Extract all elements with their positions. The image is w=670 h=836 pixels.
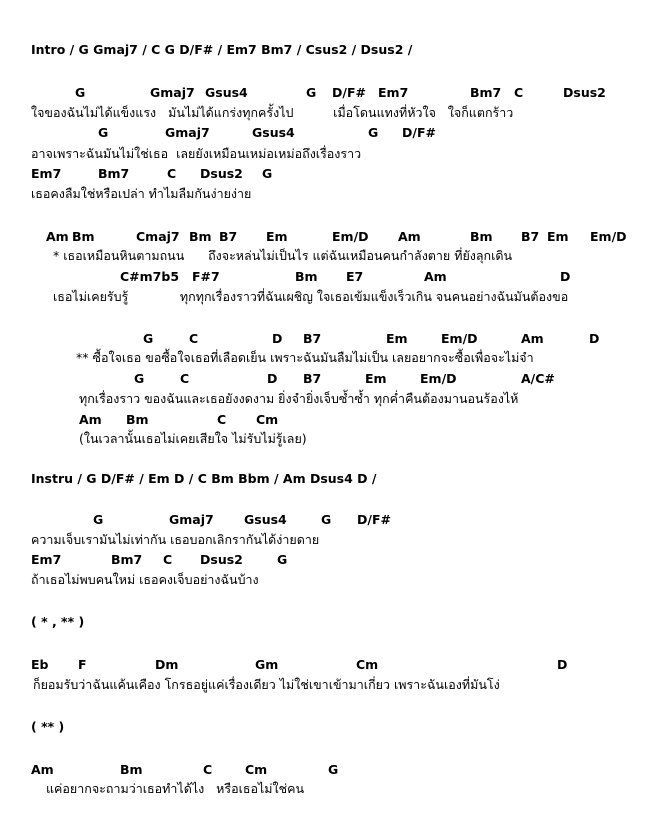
chord: Gmaj7 [165,125,210,140]
chord: C [180,371,190,386]
lyric-line [0,571,670,591]
chord: Gsus4 [205,85,248,100]
chord-line [0,656,670,676]
chord: Dsus2 [200,552,243,567]
lyric-line [0,247,670,267]
chord: Am [31,762,54,777]
chord: Gm [255,657,279,672]
repeat-marker-chorus: ( * , ** ) [31,614,85,629]
lyric-line [0,430,670,450]
chord: D [560,269,571,284]
repeat-marker-chorus-2: ( ** ) [31,719,65,734]
chord: G [277,552,288,567]
chord: Em [386,331,408,346]
chord: Em [365,371,387,386]
chord: Dm [155,657,179,672]
lyric-line [0,104,670,124]
chord: C [167,166,177,181]
chord: Em/D [590,229,627,244]
chord: G [93,512,104,527]
chord: Am [79,412,102,427]
chord: Em7 [378,85,409,100]
chord: C [203,762,213,777]
chord: Em [266,229,288,244]
lyric-line [0,145,670,165]
chord: Cmaj7 [136,229,180,244]
chord: G [321,512,332,527]
chord-line [0,268,670,288]
chord: Am [398,229,421,244]
chord: C [163,552,173,567]
chord: Gmaj7 [169,512,214,527]
instrumental-chords: Instru / G D/F# / Em D / C Bm Bbm / Am Dsus4 D / [31,471,377,486]
chord: Cm [256,412,279,427]
chord: B7 [303,371,322,386]
chord: Am [521,331,544,346]
chord-line [0,511,670,531]
lyric-line [0,780,670,800]
chord: G [306,85,317,100]
chord: Gsus4 [244,512,287,527]
chord: G [368,125,379,140]
chord: F [78,657,87,672]
lyric-text: อาจเพราะฉันมันไม่ใช่เธอ เลยยังเหมือนเหม่อเหม่อถึงเรื่องราว [31,146,362,161]
chord: Em7 [31,166,62,181]
lyric-text: เธอไม่เคยรับรู้ ทุกทุกเรื่องราวที่ฉันเผชิญ ใจเธอเข้มแข็งเร็วเกิน จนคนอย่างฉันมันต้องขอ [53,289,569,304]
chord: Em/D [441,331,478,346]
lyric-text: ** ซื้อใจเธอ ขอซื้อใจเธอที่เลือดเย็น เพราะฉันมันลืมไม่เป็น เลยอยากจะซื้อเพื่อจะไม่จำ [76,350,534,365]
chord: Bm [120,762,143,777]
chord: Eb [31,657,49,672]
lyric-line [0,288,670,308]
chord-line [0,165,670,185]
chord-line [0,551,670,571]
chord: C [217,412,227,427]
chord: Bm7 [470,85,502,100]
chord: Em7 [31,552,62,567]
chord: D [272,331,283,346]
chord: Bm [470,229,493,244]
chord: Gmaj7 [150,85,195,100]
chord: Em/D [332,229,369,244]
chord: Bm [295,269,318,284]
lyric-text: ความเจ็บเรามันไม่เท่ากัน เธอบอกเลิกรากันได้ง่ายดาย [31,532,320,547]
chord-line [0,330,670,350]
lyric-text: ถ้าเธอไม่พบคนใหม่ เธอคงเจ็บอย่างฉันบ้าง [31,572,259,587]
chord: B7 [303,331,322,346]
chord: Cm [356,657,379,672]
lyric-line [0,390,670,410]
chord-line [0,84,670,104]
lyric-text: ก็ยอมรับว่าฉันแค้นเคือง โกรธอยู่แค่เรื่องเดียว ไม่ใช่เขาเข้ามาเกี่ยว เพราะฉันเองที่มันโง่ [33,677,500,692]
intro-chords: Intro / G Gmaj7 / C G D/F# / Em7 Bm7 / Csus2 / Dsus2 / [31,42,413,57]
chord-line [0,411,670,431]
chord: F#7 [192,269,220,284]
chord: G [262,166,273,181]
chord: Bm [189,229,212,244]
chord: Am [46,229,69,244]
chord: Em/D [420,371,457,386]
chord: D/F# [357,512,391,527]
chord: G [328,762,339,777]
chord: Gsus4 [252,125,295,140]
lyric-text: ใจของฉันไม่ได้แข็งแรง มันไม่ได้แกร่งทุกครั้งไป เมื่อโดนแทงที่หัวใจ ใจก็แตกร้าว [31,105,514,120]
lyric-text: ทุกเรื่องราว ของฉันและเธอยังงดงาม ยิ่งจำยิ่งเจ็บซ้ำซ้ำ ทุกค่ำคืนต้องมานอนร้องไห้ [79,391,519,406]
lyric-line [0,349,670,369]
chord: G [75,85,86,100]
chord: A/C# [521,371,555,386]
lyric-line [0,676,670,696]
chord: C [189,331,199,346]
chord: B7 [219,229,238,244]
chord-line [0,228,670,248]
chord: G [134,371,145,386]
chord: D/F# [332,85,366,100]
chord: D/F# [402,125,436,140]
chord: Bm7 [98,166,130,181]
chord: Dsus2 [200,166,243,181]
chord: E7 [346,269,364,284]
chord: Bm7 [111,552,143,567]
chord: Cm [245,762,268,777]
lyric-text: เธอคงลืมใช่หรือเปล่า ทำไมลืมกันง่ายง่าย [31,186,252,201]
chord-line [0,370,670,390]
chord: Dsus2 [563,85,606,100]
chord: Bm [126,412,149,427]
chord: Bm [72,229,95,244]
chord: D [267,371,278,386]
chord: G [98,125,109,140]
chord: B7 [521,229,540,244]
lyric-line [0,531,670,551]
chord: C [514,85,524,100]
lyric-text: แค่อยากจะถามว่าเธอทำได้ไง หรือเธอไม่ใช่คน [46,781,305,796]
lyric-text: * เธอเหมือนหินตามถนน ถึงจะหล่นไม่เป็นไร แต่ฉันเหมือนคนกำลังตาย ที่ยังลุกเดิน [53,248,513,263]
lyric-line [0,185,670,205]
chord: C#m7b5 [120,269,180,284]
chord-line [0,124,670,144]
lyric-text: (ในเวลานั้นเธอไม่เคยเสียใจ ไม่รับไม่รู้เลย) [79,431,307,446]
chord: D [557,657,568,672]
chord: D [589,331,600,346]
chord: Em [547,229,569,244]
chord: G [143,331,154,346]
chord: Am [424,269,447,284]
chord-line [0,761,670,781]
